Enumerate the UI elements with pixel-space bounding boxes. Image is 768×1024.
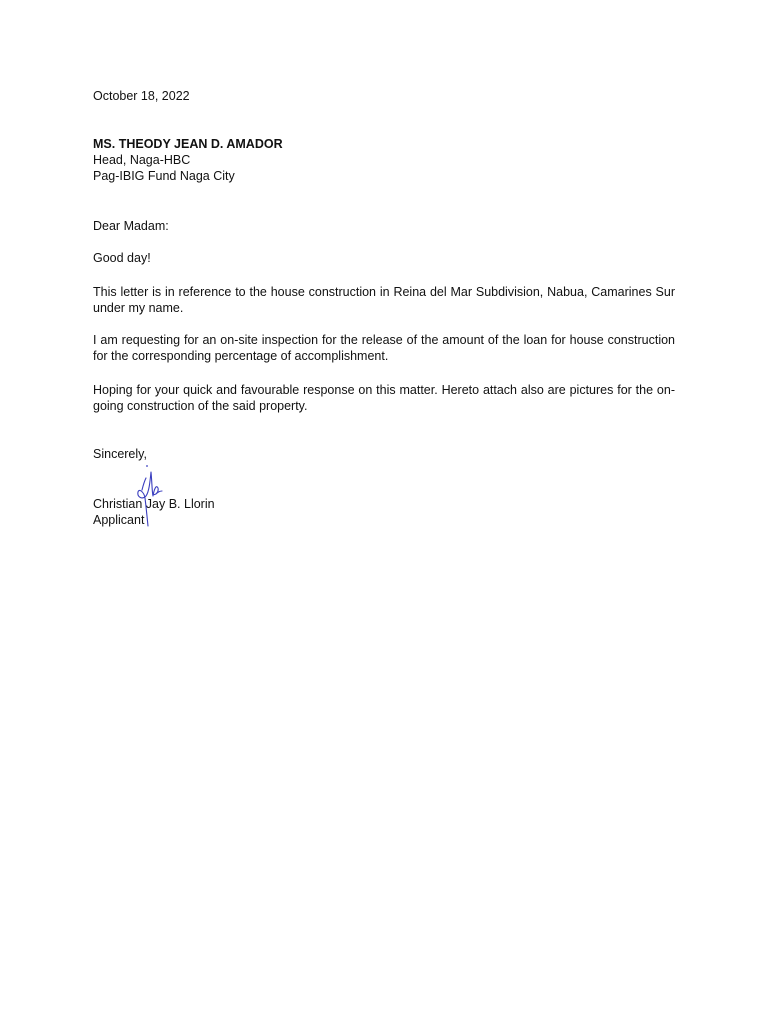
signature-stroke <box>138 472 162 526</box>
date-text: October 18, 2022 <box>93 89 190 103</box>
greeting <box>93 250 675 266</box>
recipient-position: Head, Naga-HBC <box>93 153 191 167</box>
signer-role: Applicant <box>93 513 145 527</box>
body-paragraph-3: Hoping for your quick and favourable response on this matter. Hereto attach also are pictures for the on-going construction of the said property. <box>93 383 675 413</box>
signer-name: Christian Jay B. Llorin <box>93 497 215 511</box>
letter-date <box>93 88 675 104</box>
recipient-office: Pag-IBIG Fund Naga City <box>93 169 235 183</box>
body-paragraph-1: This letter is in reference to the house construction in Reina del Mar Subdivision, Nabua, Camarines Sur under my name. <box>93 285 675 315</box>
closing-text: Sincerely, <box>93 447 147 461</box>
salutation <box>93 218 675 234</box>
recipient-name: MS. THEODY JEAN D. AMADOR <box>93 137 283 151</box>
body-paragraph-2: I am requesting for an on-site inspection for the release of the amount of the loan for house construction for the corresponding percentage of accomplishment. <box>93 333 675 363</box>
recipient-block <box>93 136 675 184</box>
closing <box>93 446 675 462</box>
handwritten-signature <box>134 462 166 528</box>
salutation-text: Dear Madam: <box>93 219 169 233</box>
signature-dot <box>146 465 148 467</box>
signer-block <box>93 496 675 528</box>
greeting-text: Good day! <box>93 251 151 265</box>
